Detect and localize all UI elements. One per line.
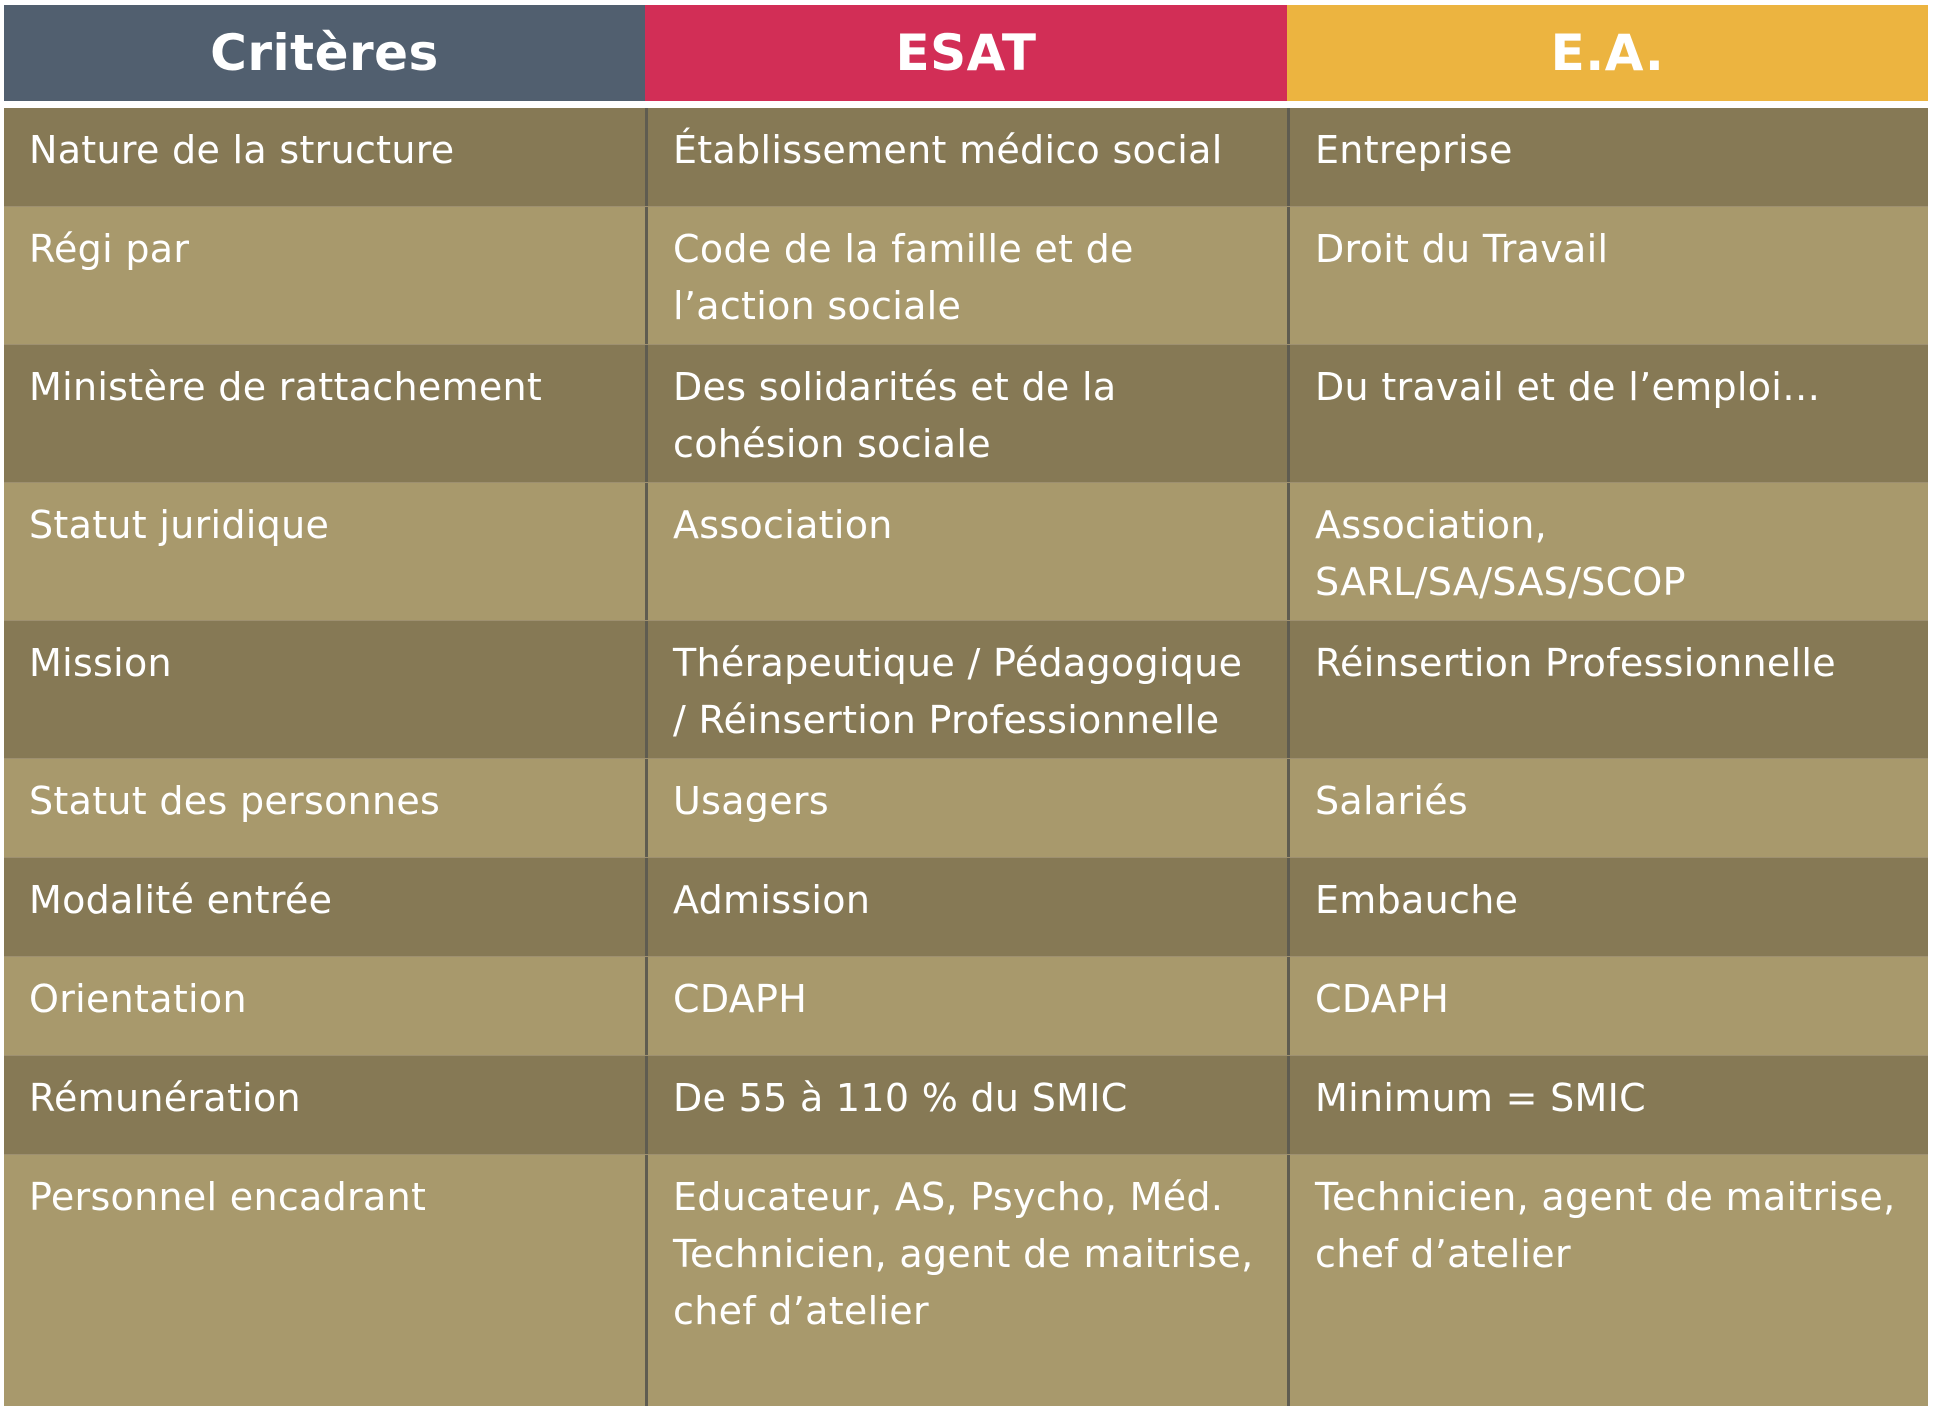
esat-cell: De 55 à 110 % du SMIC	[645, 1056, 1287, 1154]
esat-cell: Thérapeutique / Pédagogique / Réinsertion Professionnelle	[645, 621, 1287, 758]
ea-cell: Du travail et de l’emploi…	[1287, 345, 1928, 482]
ea-cell: Entreprise	[1287, 108, 1928, 206]
esat-cell: Code de la famille et de l’action sociale	[645, 207, 1287, 344]
criteria-cell: Régi par	[29, 227, 190, 271]
ea-cell: CDAPH	[1287, 957, 1928, 1055]
criteria-cell: Ministère de rattachement	[29, 365, 543, 409]
esat-cell: Des solidarités et de la cohésion sociale	[645, 345, 1287, 482]
esat-cell: Admission	[645, 858, 1287, 956]
table-row	[4, 956, 1928, 1055]
criteria-cell: Modalité entrée	[29, 878, 333, 922]
table-row	[4, 344, 1928, 482]
criteria-cell: Orientation	[29, 977, 247, 1021]
comparison-table	[4, 5, 1928, 1406]
esat-cell: Educateur, AS, Psycho, Méd. Technicien, agent de maitrise, chef d’atelier	[645, 1155, 1287, 1406]
ea-cell: Technicien, agent de maitrise, chef d’atelier	[1287, 1155, 1928, 1406]
criteria-cell: Mission	[29, 641, 172, 685]
table-row	[4, 482, 1928, 620]
ea-cell: Embauche	[1287, 858, 1928, 956]
criteria-cell: Statut des personnes	[29, 779, 441, 823]
table-row	[4, 206, 1928, 344]
table-row	[4, 620, 1928, 758]
header-ea: E.A.	[1287, 5, 1928, 101]
esat-cell: CDAPH	[645, 957, 1287, 1055]
criteria-cell: Statut juridique	[29, 503, 330, 547]
table-row	[4, 1055, 1928, 1154]
header-criteria: Critères	[4, 5, 645, 101]
header-esat: ESAT	[645, 5, 1287, 101]
table-row	[4, 857, 1928, 956]
ea-cell: Minimum = SMIC	[1287, 1056, 1928, 1154]
esat-cell: Établissement médico social	[645, 108, 1287, 206]
ea-cell: Salariés	[1287, 759, 1928, 857]
criteria-cell: Nature de la structure	[29, 128, 455, 172]
esat-cell: Usagers	[645, 759, 1287, 857]
table-row	[4, 758, 1928, 857]
criteria-cell: Personnel encadrant	[29, 1175, 427, 1219]
ea-cell: Réinsertion Professionnelle	[1287, 621, 1928, 758]
table-row	[4, 108, 1928, 206]
ea-cell: Droit du Travail	[1287, 207, 1928, 344]
table-header	[4, 5, 1928, 108]
ea-cell: Association, SARL/SA/SAS/SCOP	[1287, 483, 1928, 620]
table-row	[4, 1154, 1928, 1406]
esat-cell: Association	[645, 483, 1287, 620]
criteria-cell: Rémunération	[29, 1076, 301, 1120]
